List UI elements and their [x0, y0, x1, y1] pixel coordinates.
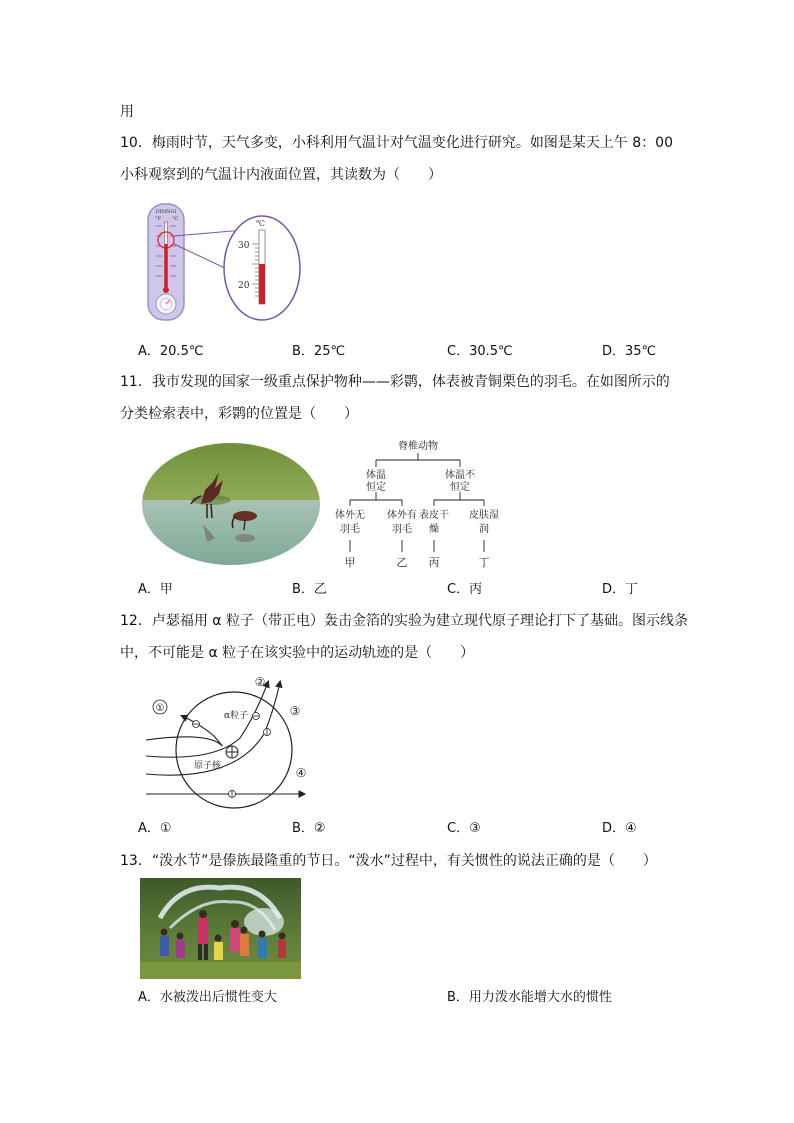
key-label-3: 丙	[428, 556, 440, 569]
classification-key	[334, 436, 499, 570]
q13-option-a[interactable]: A．水被泼出后惯性变大	[138, 990, 277, 1005]
key-node-right: 体温不恒定	[445, 470, 475, 493]
magnified-tick-30: 30	[238, 241, 250, 251]
q13-option-b[interactable]: B．用力泼水能增大水的惯性	[447, 990, 612, 1005]
continued-text: 用	[120, 104, 134, 120]
magnified-liquid	[259, 264, 265, 304]
q12-option-d[interactable]: D．④	[602, 821, 637, 836]
q11-stem-line2: 分类检索表中，彩鹮的位置是（ ）	[120, 406, 358, 422]
label-2: ②	[254, 675, 266, 689]
magnified-unit: ℃	[256, 219, 265, 228]
thermometer-figure	[146, 200, 306, 324]
q12-stem-line2: 中，不可能是 α 粒子在该实验中的运动轨迹的是（ ）	[120, 645, 475, 661]
q10-option-c[interactable]: C．30.5℃	[447, 344, 513, 359]
q10-option-a[interactable]: A．20.5℃	[138, 344, 204, 359]
key-leaf-3: 表皮干燥	[419, 510, 449, 535]
q11-option-d[interactable]: D．丁	[602, 582, 639, 597]
q12-option-a[interactable]: A．①	[138, 821, 172, 836]
magnified-tick-20: 20	[238, 281, 250, 291]
water-festival-photo	[140, 878, 301, 979]
label-4: ④	[295, 766, 307, 780]
q10-stem-line1: 10．梅雨时节，天气多变，小科利用气温计对气温变化进行研究。如图是某天上午 8：00	[120, 135, 673, 151]
q10-option-b[interactable]: B．25℃	[292, 344, 346, 359]
q11-option-b[interactable]: B．乙	[292, 582, 327, 597]
key-label-1: 甲	[344, 556, 356, 569]
trajectory-2	[146, 682, 268, 757]
key-root: 脊椎动物	[398, 441, 438, 452]
nucleus-label: 原子核	[194, 761, 222, 771]
ibis-photo	[141, 442, 321, 566]
liquid-column	[165, 244, 168, 290]
label-3: ③	[289, 704, 301, 718]
q11-option-c[interactable]: C．丙	[447, 582, 483, 597]
q10-stem-line2: 小科观察到的气温计内液面位置，其读数为（ ）	[120, 167, 442, 183]
thermometer-brand: DINNGI	[155, 209, 177, 215]
scale-c-label: °C	[172, 216, 179, 222]
alpha-particle-label: α粒子	[224, 711, 249, 721]
q13-stem-line1: 13．“泼水节”是傣族最隆重的节日。“泼水”过程中，有关惯性的说法正确的是（ ）	[120, 853, 657, 869]
rutherford-figure	[144, 670, 324, 808]
q11-option-a[interactable]: A．甲	[138, 582, 173, 597]
key-label-4: 丁	[478, 556, 490, 569]
q12-stem-line1: 12．卢瑟福用 α 粒子（带正电）轰击金箔的实验为建立现代原子理论打下了基础。图示线条	[120, 613, 688, 629]
key-label-2: 乙	[396, 556, 408, 569]
q12-option-b[interactable]: B．②	[292, 821, 326, 836]
key-leaf-4: 皮肤湿润	[469, 510, 499, 535]
label-1: ①	[155, 703, 165, 714]
scale-f-label: °F	[155, 216, 161, 222]
q11-stem-line1: 11．我市发现的国家一级重点保护物种——彩鹮，体表被青铜栗色的羽毛。在如图所示的	[120, 374, 670, 390]
q12-option-c[interactable]: C．③	[447, 821, 481, 836]
key-node-left: 体温恒定	[366, 470, 386, 493]
q10-option-d[interactable]: D．35℃	[602, 344, 657, 359]
key-leaf-2: 体外有羽毛	[387, 510, 417, 535]
key-leaf-1: 体外无羽毛	[335, 510, 365, 535]
